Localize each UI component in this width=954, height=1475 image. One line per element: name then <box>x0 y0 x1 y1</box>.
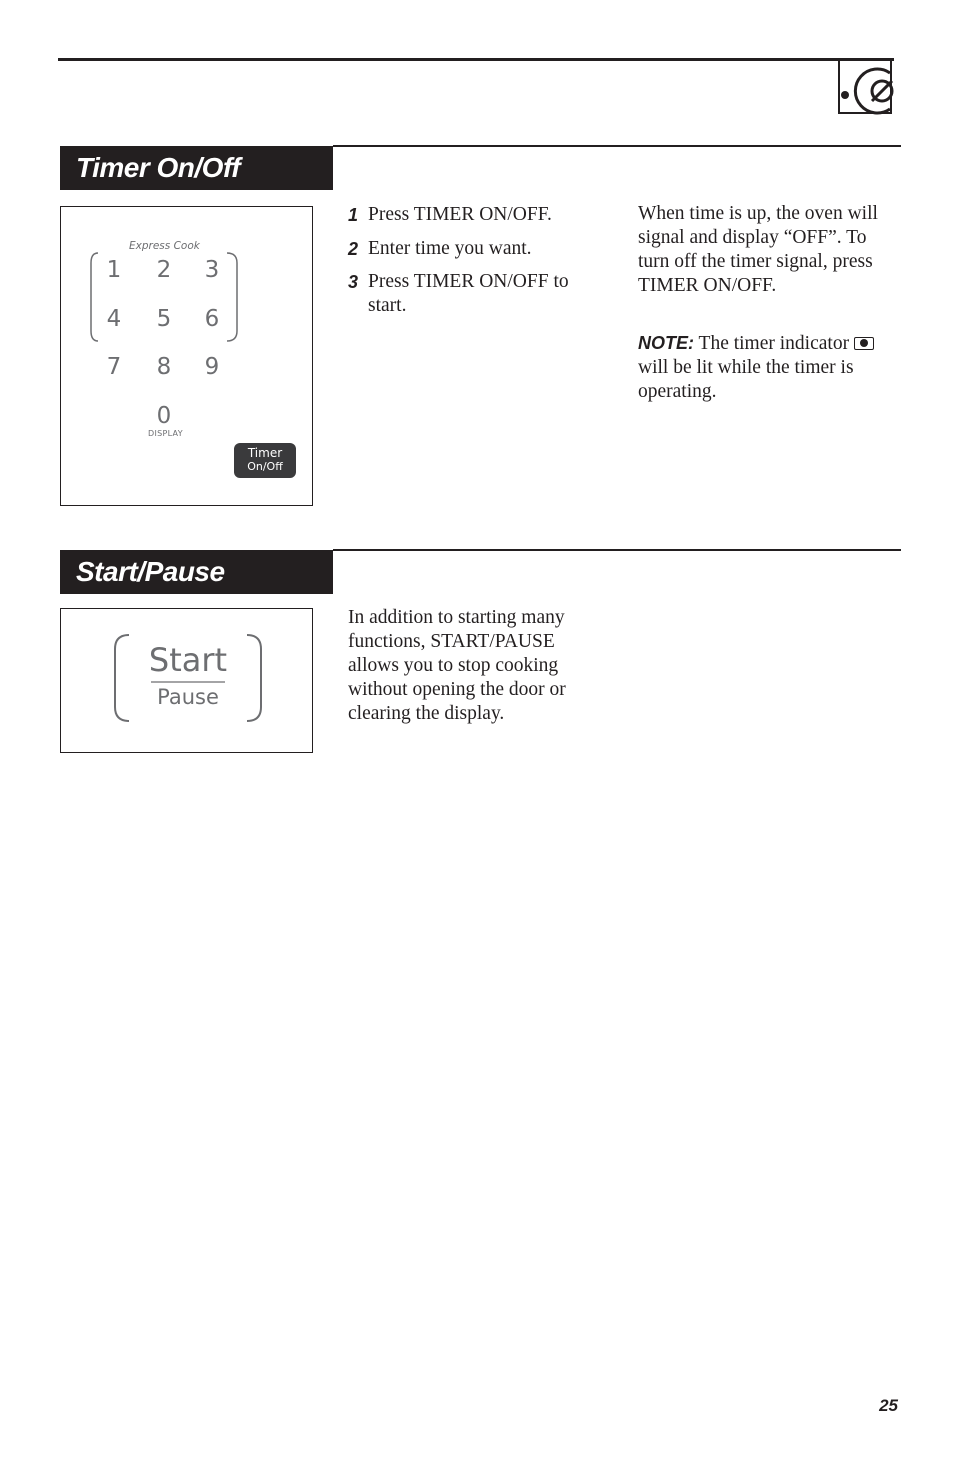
pause-label: Pause <box>157 685 219 709</box>
step-number: 1 <box>348 205 359 225</box>
step-2 <box>348 237 532 262</box>
key-4[interactable]: 4 <box>106 306 122 332</box>
key-5[interactable]: 5 <box>156 306 172 332</box>
start-pause-button[interactable] <box>113 633 263 723</box>
start-pause-panel <box>60 608 313 753</box>
step-number: 3 <box>348 272 359 292</box>
note-text-after: will be lit while the timer is operating. <box>638 357 854 402</box>
keypad-panel <box>60 206 313 506</box>
timer-indicator-icon <box>854 337 874 350</box>
note-label: NOTE: <box>638 333 694 353</box>
start-label: Start <box>148 641 228 679</box>
key-2[interactable]: 2 <box>156 257 172 283</box>
key-6[interactable]: 6 <box>204 306 220 332</box>
key-3[interactable]: 3 <box>204 257 220 283</box>
timer-on-off-button[interactable] <box>234 443 296 478</box>
key-0[interactable]: 0 <box>156 403 172 429</box>
key-9[interactable]: 9 <box>204 354 220 380</box>
key-8[interactable]: 8 <box>156 354 172 380</box>
step-text: Press TIMER ON/OFF. <box>368 204 552 225</box>
note-text-before: The timer indicator <box>698 333 850 354</box>
step-3 <box>348 270 569 316</box>
step-text: Enter time you want. <box>368 238 532 259</box>
timer-description: When time is up, the oven will signal and display “OFF”. To turn off the timer signal, press TIMER ON/OFF. <box>638 203 878 296</box>
timer-note <box>638 331 900 404</box>
section-rule-timer <box>333 145 901 147</box>
page-number: 25 <box>879 1396 898 1415</box>
timer-button-line1: Timer <box>247 446 283 460</box>
start-pause-description: In addition to starting many functions, START/PAUSE allows you to stop cooking without opening the door or clearing the display. <box>348 607 566 724</box>
step-number: 2 <box>348 239 359 259</box>
top-rule <box>58 58 894 61</box>
key-7[interactable]: 7 <box>106 354 122 380</box>
display-label: DISPLAY <box>148 429 183 438</box>
key-1[interactable]: 1 <box>106 257 122 283</box>
section-title-timer: Timer On/Off <box>60 146 333 190</box>
step-1 <box>348 203 552 228</box>
section-rule-start <box>333 549 901 551</box>
clock-dial-icon <box>840 61 894 117</box>
section-title-start: Start/Pause <box>60 550 333 594</box>
express-cook-label: Express Cook <box>129 240 200 252</box>
timer-button-line2: On/Off <box>247 460 283 473</box>
step-text: Press TIMER ON/OFF to start. <box>368 271 569 316</box>
corner-tab <box>838 58 892 114</box>
